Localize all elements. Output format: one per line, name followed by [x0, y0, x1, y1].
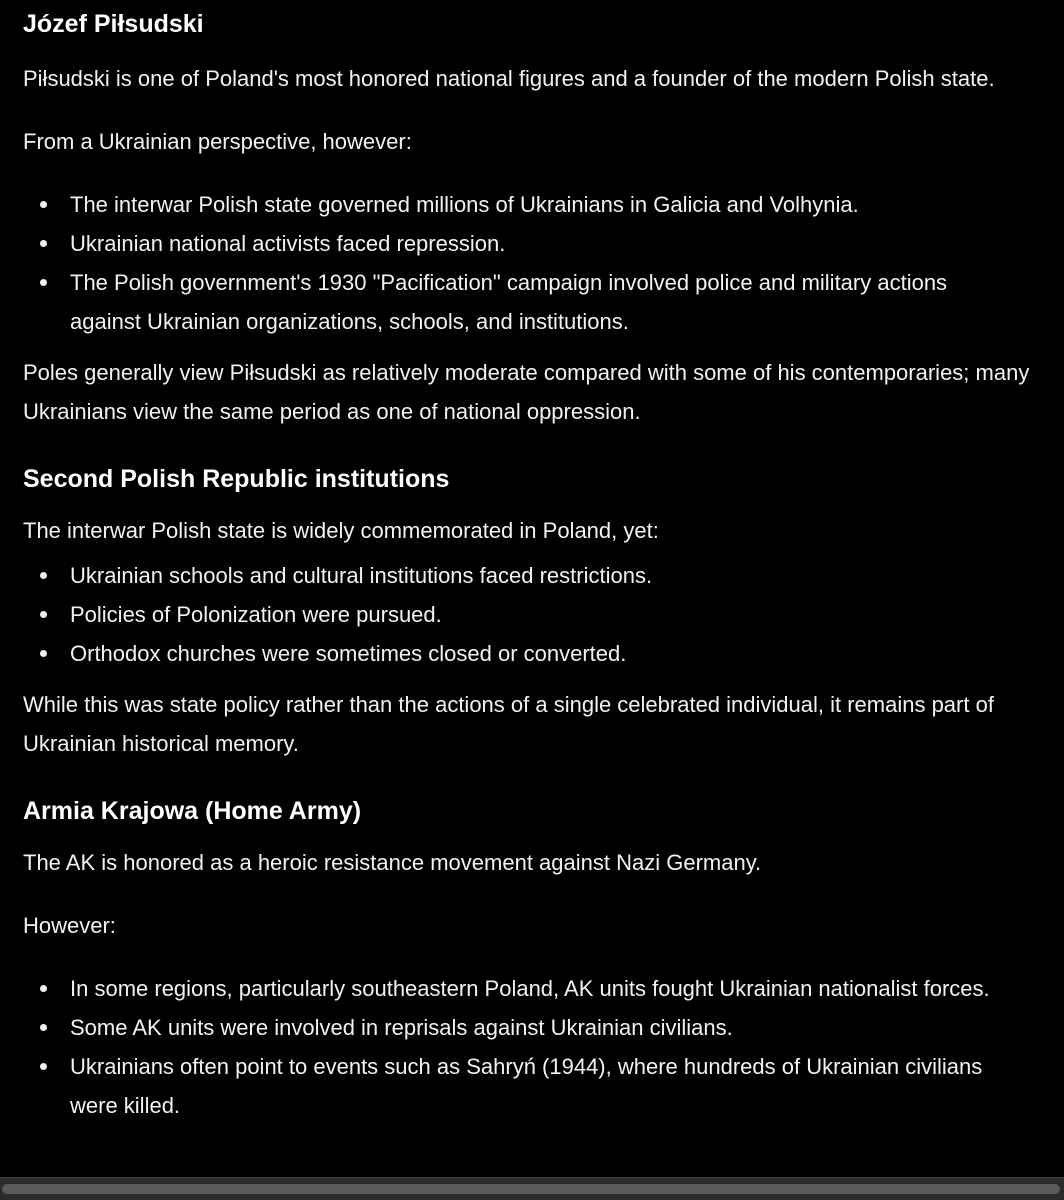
pilsudski-lead: From a Ukrainian perspective, however:: [23, 129, 412, 154]
bullet-dot: [40, 650, 47, 657]
list-item-text: Ukrainian national activists faced repression.: [70, 231, 506, 256]
list-item-text: Some AK units were involved in reprisals against Ukrainian civilians.: [70, 1015, 733, 1040]
second-republic-bullet-list: [23, 556, 1043, 673]
bullet-dot: [40, 240, 47, 247]
list-item: [23, 263, 990, 341]
list-item-text: Ukrainian schools and cultural institutions faced restrictions.: [70, 563, 653, 588]
armia-krajowa-intro: The AK is honored as a heroic resistance movement against Nazi Germany.: [23, 850, 762, 875]
list-item: [23, 969, 990, 1008]
list-item-text: The Polish government's 1930 "Pacification" campaign involved police and military actions against Ukrainian organizations, schools, and institutions.: [70, 270, 948, 334]
bullet-dot: [40, 985, 47, 992]
armia-krajowa-lead: However:: [23, 913, 116, 938]
scrollbar-thumb[interactable]: [2, 1184, 1060, 1194]
section-heading-second-republic: Second Polish Republic institutions: [23, 465, 450, 493]
list-item: [23, 185, 990, 224]
list-item: [23, 1008, 990, 1047]
list-item: [23, 556, 990, 595]
bullet-dot: [40, 1063, 47, 1070]
list-item: [23, 595, 990, 634]
bullet-dot: [40, 201, 47, 208]
bullet-dot: [40, 611, 47, 618]
list-item-text: In some regions, particularly southeastern Poland, AK units fought Ukrainian nationalist forces.: [70, 976, 990, 1001]
bullet-dot: [40, 1024, 47, 1031]
second-republic-conclusion: While this was state policy rather than the actions of a single celebrated individual, it remains part of Ukrainian historical memory.: [23, 692, 994, 756]
pilsudski-conclusion: Poles generally view Piłsudski as relatively moderate compared with some of his contemporaries; many Ukrainians view the same period as one of national oppression.: [23, 360, 1030, 424]
list-item: [23, 1047, 990, 1125]
list-item-text: The interwar Polish state governed millions of Ukrainians in Galicia and Volhynia.: [70, 192, 859, 217]
list-item-text: Orthodox churches were sometimes closed or converted.: [70, 641, 627, 666]
document-content: [23, 0, 1043, 1125]
bullet-dot: [40, 279, 47, 286]
pilsudski-bullet-list: [23, 185, 1043, 341]
section-heading-pilsudski: Józef Piłsudski: [23, 10, 204, 38]
list-item: [23, 634, 990, 673]
section-heading-armia-krajowa: Armia Krajowa (Home Army): [23, 797, 362, 825]
bullet-dot: [40, 572, 47, 579]
list-item-text: Ukrainians often point to events such as Sahryń (1944), where hundreds of Ukrainian civilians were killed.: [70, 1054, 983, 1118]
second-republic-intro: The interwar Polish state is widely commemorated in Poland, yet:: [23, 518, 659, 543]
list-item-text: Policies of Polonization were pursued.: [70, 602, 442, 627]
pilsudski-intro: Piłsudski is one of Poland's most honored national figures and a founder of the modern Polish state.: [23, 66, 995, 91]
horizontal-scrollbar[interactable]: [0, 1177, 1064, 1200]
armia-krajowa-bullet-list: [23, 969, 1043, 1125]
list-item: [23, 224, 990, 263]
